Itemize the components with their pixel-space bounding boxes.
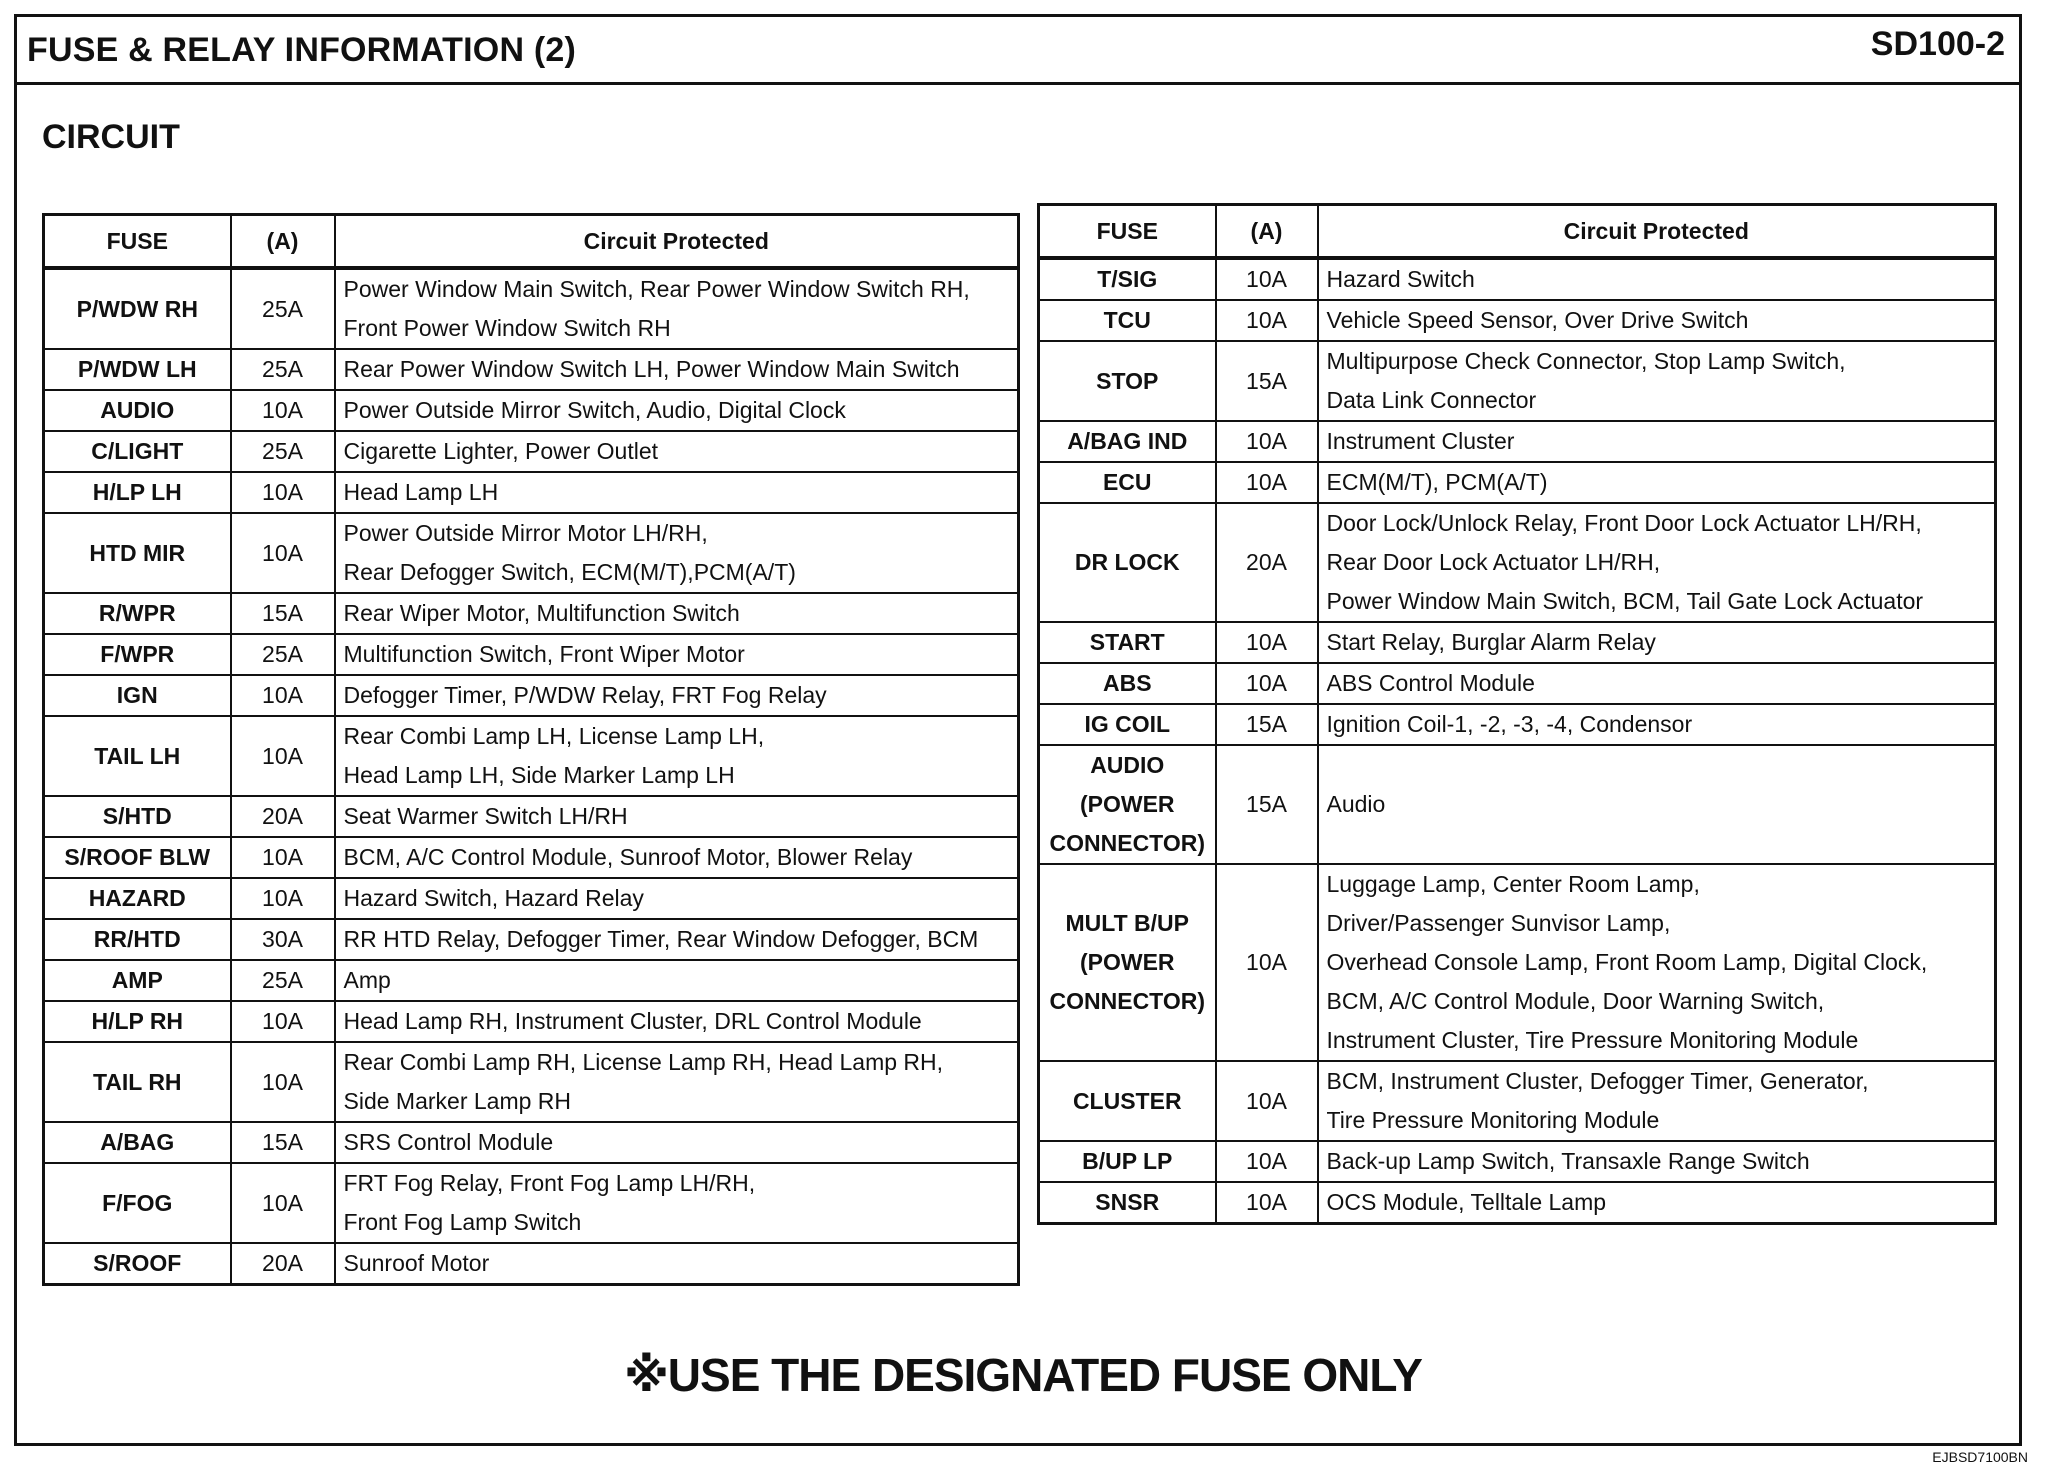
table-row xyxy=(1039,1182,1996,1224)
amperage-cell: 25A xyxy=(231,634,335,675)
amperage-cell: 10A xyxy=(1216,1182,1318,1224)
circuit-protected-cell xyxy=(335,878,1019,919)
amperage-cell: 15A xyxy=(1216,745,1318,864)
fuse-name-cell xyxy=(44,268,231,349)
circuit-line: BCM, A/C Control Module, Door Warning Switch, xyxy=(1326,988,1825,1014)
circuit-protected-cell xyxy=(1318,1182,1996,1224)
table-row xyxy=(44,1243,1019,1285)
fuse-name: TCU xyxy=(1103,307,1151,333)
fuse-name: CONNECTOR) xyxy=(1049,988,1205,1014)
circuit-protected-cell xyxy=(335,1243,1019,1285)
circuit-protected-cell xyxy=(335,796,1019,837)
circuit-protected-cell xyxy=(335,1122,1019,1163)
table-row xyxy=(44,634,1019,675)
fuse-name: C/LIGHT xyxy=(91,438,184,464)
table-row xyxy=(44,349,1019,390)
fuse-name: (POWER xyxy=(1079,791,1175,817)
fuse-name: AMP xyxy=(111,967,163,993)
amperage-cell: 10A xyxy=(231,513,335,593)
amperage-cell: 10A xyxy=(231,1163,335,1243)
fuse-name-cell xyxy=(44,675,231,716)
amperage-cell: 10A xyxy=(231,878,335,919)
circuit-protected-cell xyxy=(335,1163,1019,1243)
circuit-protected-cell xyxy=(1318,258,1996,300)
circuit-line: Vehicle Speed Sensor, Over Drive Switch xyxy=(1326,307,1749,333)
section-title: CIRCUIT xyxy=(42,118,180,156)
table-row xyxy=(1039,864,1996,1061)
amperage-cell: 10A xyxy=(231,1001,335,1042)
circuit-protected-cell xyxy=(1318,663,1996,704)
fuse-name-cell xyxy=(44,1122,231,1163)
fuse-name-cell xyxy=(44,919,231,960)
circuit-line: RR HTD Relay, Defogger Timer, Rear Window Defogger, BCM xyxy=(343,926,979,952)
table-row xyxy=(44,960,1019,1001)
document-code: SD100-2 xyxy=(1870,25,2005,63)
column-header-amp: (A) xyxy=(231,215,335,269)
amperage-cell: 25A xyxy=(231,268,335,349)
amperage-cell: 10A xyxy=(1216,300,1318,341)
amperage-cell: 10A xyxy=(1216,622,1318,663)
table-row xyxy=(1039,258,1996,300)
circuit-line: BCM, A/C Control Module, Sunroof Motor, Blower Relay xyxy=(343,844,913,870)
table-row xyxy=(1039,341,1996,421)
circuit-line: Rear Power Window Switch LH, Power Window Main Switch xyxy=(343,356,960,382)
amperage-cell: 10A xyxy=(1216,1061,1318,1141)
circuit-line: FRT Fog Relay, Front Fog Lamp LH/RH, xyxy=(343,1170,756,1196)
fuse-name-cell xyxy=(44,837,231,878)
page-title: FUSE & RELAY INFORMATION (2) xyxy=(27,31,577,69)
circuit-protected-cell xyxy=(1318,1141,1996,1182)
circuit-protected-cell xyxy=(335,634,1019,675)
column-header-amp: (A) xyxy=(1216,205,1318,259)
circuit-line: ABS Control Module xyxy=(1326,670,1535,696)
circuit-line: Multipurpose Check Connector, Stop Lamp Switch, xyxy=(1326,348,1846,374)
fuse-table-left xyxy=(42,213,1020,1286)
fuse-table-right xyxy=(1037,203,1997,1225)
fuse-name: AUDIO xyxy=(100,397,175,423)
table-row xyxy=(1039,704,1996,745)
fuse-name-cell xyxy=(1039,421,1216,462)
fuse-name-cell xyxy=(1039,258,1216,300)
fuse-name: A/BAG IND xyxy=(1067,428,1188,454)
circuit-protected-cell xyxy=(335,919,1019,960)
amperage-cell: 10A xyxy=(1216,1141,1318,1182)
fuse-name: IG COIL xyxy=(1084,711,1171,737)
table-header-row xyxy=(1039,205,1996,259)
fuse-name-cell xyxy=(1039,300,1216,341)
fuse-name-cell xyxy=(1039,704,1216,745)
fuse-name: CONNECTOR) xyxy=(1049,830,1205,856)
circuit-line: Defogger Timer, P/WDW Relay, FRT Fog Relay xyxy=(343,682,827,708)
fuse-name: DR LOCK xyxy=(1074,549,1180,575)
fuse-name-cell xyxy=(44,878,231,919)
amperage-cell: 25A xyxy=(231,349,335,390)
circuit-protected-cell xyxy=(335,349,1019,390)
circuit-line: Rear Combi Lamp LH, License Lamp LH, xyxy=(343,723,765,749)
table-row xyxy=(1039,1061,1996,1141)
fuse-name: F/WPR xyxy=(100,641,175,667)
table-row xyxy=(1039,622,1996,663)
circuit-line: Amp xyxy=(343,967,391,993)
table-row xyxy=(44,1163,1019,1243)
circuit-line: Ignition Coil-1, -2, -3, -4, Condensor xyxy=(1326,711,1693,737)
fuse-name-cell xyxy=(1039,1182,1216,1224)
fuse-name-cell xyxy=(44,1001,231,1042)
table-row xyxy=(44,878,1019,919)
fuse-name: R/WPR xyxy=(98,600,176,626)
fuse-name: ECU xyxy=(1102,469,1152,495)
fuse-name-cell xyxy=(44,634,231,675)
circuit-line: Rear Door Lock Actuator LH/RH, xyxy=(1326,549,1661,575)
table-row xyxy=(44,919,1019,960)
fuse-name: (POWER xyxy=(1079,949,1175,975)
circuit-line: Head Lamp LH xyxy=(343,479,499,505)
fuse-name-cell xyxy=(1039,745,1216,864)
fuse-name: S/HTD xyxy=(102,803,172,829)
circuit-line: Audio xyxy=(1326,791,1386,817)
circuit-protected-cell xyxy=(1318,704,1996,745)
table-row xyxy=(1039,745,1996,864)
circuit-protected-cell xyxy=(335,513,1019,593)
circuit-line: Overhead Console Lamp, Front Room Lamp, Digital Clock, xyxy=(1326,949,1928,975)
fuse-name: T/SIG xyxy=(1097,266,1158,292)
table-row xyxy=(1039,300,1996,341)
circuit-line: Cigarette Lighter, Power Outlet xyxy=(343,438,658,464)
table-row xyxy=(44,390,1019,431)
amperage-cell: 20A xyxy=(1216,503,1318,622)
fuse-name: IGN xyxy=(116,682,158,708)
page-header xyxy=(17,17,2019,85)
amperage-cell: 15A xyxy=(231,1122,335,1163)
circuit-line: Seat Warmer Switch LH/RH xyxy=(343,803,628,829)
circuit-line: Tire Pressure Monitoring Module xyxy=(1326,1107,1660,1133)
amperage-cell: 10A xyxy=(231,390,335,431)
table-row xyxy=(44,513,1019,593)
fuse-name: MULT B/UP xyxy=(1065,910,1189,936)
circuit-protected-cell xyxy=(1318,421,1996,462)
table-row xyxy=(44,1122,1019,1163)
fuse-name: RR/HTD xyxy=(93,926,181,952)
circuit-protected-cell xyxy=(1318,300,1996,341)
circuit-line: Rear Defogger Switch, ECM(M/T),PCM(A/T) xyxy=(343,559,796,585)
fuse-name-cell xyxy=(1039,462,1216,503)
table-row xyxy=(44,716,1019,796)
circuit-line: Rear Combi Lamp RH, License Lamp RH, Head Lamp RH, xyxy=(343,1049,944,1075)
fuse-name: H/LP LH xyxy=(92,479,182,505)
amperage-cell: 20A xyxy=(231,796,335,837)
amperage-cell: 15A xyxy=(231,593,335,634)
table-row xyxy=(44,1001,1019,1042)
fuse-name: SNSR xyxy=(1095,1189,1160,1215)
circuit-protected-cell xyxy=(335,1042,1019,1122)
circuit-protected-cell xyxy=(1318,745,1996,864)
fuse-name: ABS xyxy=(1102,670,1152,696)
circuit-line: Power Window Main Switch, Rear Power Window Switch RH, xyxy=(343,276,970,302)
fuse-name: H/LP RH xyxy=(91,1008,184,1034)
table-row xyxy=(1039,663,1996,704)
fuse-name: P/WDW LH xyxy=(77,356,197,382)
table-header-row xyxy=(44,215,1019,269)
circuit-line: Sunroof Motor xyxy=(343,1250,490,1276)
circuit-protected-cell xyxy=(1318,462,1996,503)
circuit-protected-cell xyxy=(335,960,1019,1001)
designated-fuse-notice: ※USE THE DESIGNATED FUSE ONLY xyxy=(624,1349,1422,1401)
circuit-line: Head Lamp RH, Instrument Cluster, DRL Control Module xyxy=(343,1008,922,1034)
circuit-protected-cell xyxy=(335,593,1019,634)
fuse-name: S/ROOF BLW xyxy=(64,844,211,870)
fuse-name-cell xyxy=(44,472,231,513)
table-row xyxy=(44,1042,1019,1122)
fuse-name-cell xyxy=(44,796,231,837)
circuit-protected-cell xyxy=(1318,341,1996,421)
amperage-cell: 25A xyxy=(231,960,335,1001)
fuse-name-cell xyxy=(1039,1141,1216,1182)
table-row xyxy=(44,431,1019,472)
fuse-name: B/UP LP xyxy=(1082,1148,1173,1174)
amperage-cell: 15A xyxy=(1216,704,1318,745)
fuse-name-cell xyxy=(44,513,231,593)
circuit-protected-cell xyxy=(335,675,1019,716)
fuse-name-cell xyxy=(44,1163,231,1243)
column-header-fuse: FUSE xyxy=(44,215,231,269)
fuse-name: STOP xyxy=(1096,367,1159,394)
fuse-name-cell xyxy=(1039,341,1216,421)
amperage-cell: 10A xyxy=(231,716,335,796)
fuse-name: AUDIO xyxy=(1090,752,1165,778)
table-row xyxy=(44,593,1019,634)
fuse-name-cell xyxy=(1039,503,1216,622)
circuit-line: Head Lamp LH, Side Marker Lamp LH xyxy=(343,762,735,788)
table-row xyxy=(44,837,1019,878)
fuse-name: P/WDW RH xyxy=(76,295,198,322)
fuse-name-cell xyxy=(44,390,231,431)
circuit-protected-cell xyxy=(335,390,1019,431)
circuit-line: Front Power Window Switch RH xyxy=(343,315,671,341)
column-header-circuit: Circuit Protected xyxy=(1318,205,1996,259)
amperage-cell: 10A xyxy=(231,837,335,878)
fuse-name: HTD MIR xyxy=(89,539,186,566)
fuse-name-cell xyxy=(44,960,231,1001)
table-row xyxy=(1039,421,1996,462)
figure-code: EJBSD7100BN xyxy=(1932,1449,2028,1465)
fuse-name-cell xyxy=(44,349,231,390)
amperage-cell: 10A xyxy=(1216,421,1318,462)
table-row xyxy=(44,675,1019,716)
circuit-line: Hazard Switch xyxy=(1326,266,1475,292)
circuit-line: BCM, Instrument Cluster, Defogger Timer, Generator, xyxy=(1326,1068,1869,1094)
fuse-name-cell xyxy=(44,716,231,796)
circuit-protected-cell xyxy=(335,837,1019,878)
table-row xyxy=(1039,503,1996,622)
fuse-name: HAZARD xyxy=(88,885,186,911)
fuse-name: TAIL RH xyxy=(92,1068,182,1095)
table-row xyxy=(44,796,1019,837)
circuit-protected-cell xyxy=(335,268,1019,349)
circuit-line: Power Outside Mirror Motor LH/RH, xyxy=(343,520,708,546)
amperage-cell: 10A xyxy=(231,472,335,513)
fuse-name: A/BAG xyxy=(100,1129,175,1155)
fuse-name-cell xyxy=(44,1042,231,1122)
fuse-name-cell xyxy=(1039,663,1216,704)
column-header-fuse: FUSE xyxy=(1039,205,1216,259)
table-row xyxy=(1039,1141,1996,1182)
table-row xyxy=(1039,462,1996,503)
circuit-line: SRS Control Module xyxy=(343,1129,554,1155)
circuit-line: OCS Module, Telltale Lamp xyxy=(1326,1189,1607,1215)
circuit-line: Side Marker Lamp RH xyxy=(343,1088,572,1114)
circuit-protected-cell xyxy=(335,472,1019,513)
circuit-line: ECM(M/T), PCM(A/T) xyxy=(1326,469,1548,495)
circuit-protected-cell xyxy=(335,431,1019,472)
circuit-line: Back-up Lamp Switch, Transaxle Range Switch xyxy=(1326,1148,1810,1174)
circuit-protected-cell xyxy=(335,716,1019,796)
circuit-line: Power Window Main Switch, BCM, Tail Gate Lock Actuator xyxy=(1326,588,1924,614)
fuse-name: TAIL LH xyxy=(94,742,181,769)
fuse-name-cell xyxy=(1039,1061,1216,1141)
circuit-protected-cell xyxy=(1318,864,1996,1061)
amperage-cell: 20A xyxy=(231,1243,335,1285)
fuse-name-cell xyxy=(44,593,231,634)
circuit-protected-cell xyxy=(1318,503,1996,622)
amperage-cell: 25A xyxy=(231,431,335,472)
circuit-protected-cell xyxy=(335,1001,1019,1042)
circuit-line: Multifunction Switch, Front Wiper Motor xyxy=(343,641,745,667)
fuse-name: S/ROOF xyxy=(93,1250,182,1276)
fuse-name: START xyxy=(1089,629,1165,655)
circuit-line: Driver/Passenger Sunvisor Lamp, xyxy=(1326,910,1671,936)
circuit-line: Power Outside Mirror Switch, Audio, Digital Clock xyxy=(343,397,846,423)
fuse-name: CLUSTER xyxy=(1072,1087,1182,1114)
circuit-line: Start Relay, Burglar Alarm Relay xyxy=(1326,629,1656,655)
amperage-cell: 10A xyxy=(231,1042,335,1122)
amperage-cell: 10A xyxy=(1216,462,1318,503)
fuse-name: F/FOG xyxy=(102,1189,173,1216)
table-row xyxy=(44,268,1019,349)
circuit-line: Rear Wiper Motor, Multifunction Switch xyxy=(343,600,740,626)
circuit-line: Front Fog Lamp Switch xyxy=(343,1209,582,1235)
circuit-line: Luggage Lamp, Center Room Lamp, xyxy=(1326,871,1700,897)
fuse-name-cell xyxy=(1039,622,1216,663)
table-row xyxy=(44,472,1019,513)
amperage-cell: 15A xyxy=(1216,341,1318,421)
fuse-name-cell xyxy=(1039,864,1216,1061)
circuit-line: Hazard Switch, Hazard Relay xyxy=(343,885,644,911)
fuse-name-cell xyxy=(44,431,231,472)
amperage-cell: 30A xyxy=(231,919,335,960)
circuit-line: Instrument Cluster xyxy=(1326,428,1515,454)
column-header-circuit: Circuit Protected xyxy=(335,215,1019,269)
fuse-name-cell xyxy=(44,1243,231,1285)
amperage-cell: 10A xyxy=(1216,258,1318,300)
amperage-cell: 10A xyxy=(1216,864,1318,1061)
amperage-cell: 10A xyxy=(231,675,335,716)
circuit-line: Instrument Cluster, Tire Pressure Monitoring Module xyxy=(1326,1027,1859,1053)
circuit-protected-cell xyxy=(1318,1061,1996,1141)
circuit-line: Door Lock/Unlock Relay, Front Door Lock Actuator LH/RH, xyxy=(1326,510,1922,536)
circuit-line: Data Link Connector xyxy=(1326,387,1537,413)
amperage-cell: 10A xyxy=(1216,663,1318,704)
circuit-protected-cell xyxy=(1318,622,1996,663)
